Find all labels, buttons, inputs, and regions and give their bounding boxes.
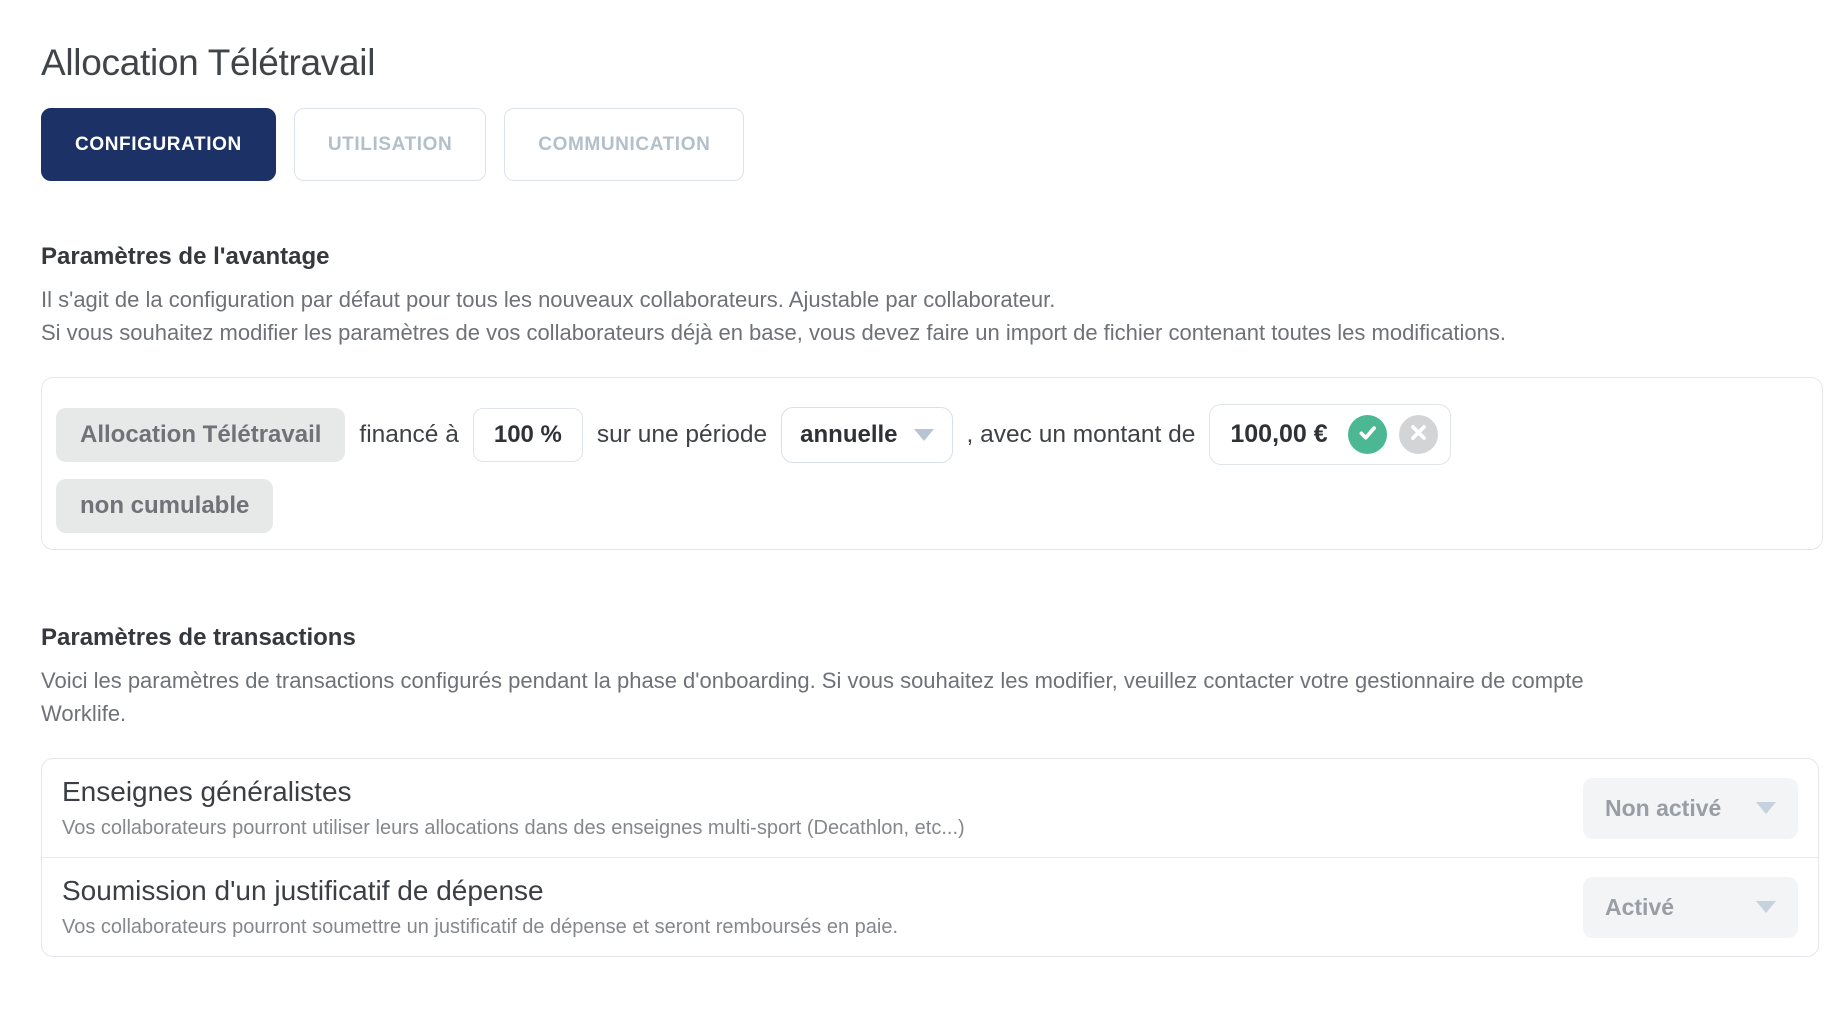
x-icon [1409,423,1428,447]
period-select[interactable] [781,407,952,463]
advantage-description-line-2: Si vous souhaitez modifier les paramètres de vos collaborateurs déjà en base, vous devez faire un import de fichier contenant toutes les modifications. [41,320,1507,345]
chevron-down-icon [914,429,934,441]
advantage-section-heading: Paramètres de l'avantage [41,243,330,270]
transaction-row-title: Soumission d'un justificatif de dépense [62,875,544,906]
transaction-row-text [62,875,898,939]
tab-bar [41,108,1830,181]
chevron-down-icon [1756,901,1776,913]
transaction-row-expense-receipt [42,857,1818,956]
expense-receipt-select[interactable] [1583,877,1798,938]
amount-input[interactable]: 100,00 € [1230,420,1328,448]
benefit-name-chip: Allocation Télétravail [56,408,345,462]
advantage-description-line-1: Il s'agit de la configuration par défaut pour tous les nouveaux collaborateurs. Ajustable par collaborateur. [41,287,1056,312]
chevron-down-icon [1756,802,1776,814]
cumulable-chip: non cumulable [56,479,273,533]
percent-input[interactable]: 100 % [473,408,583,462]
page-title: Allocation Télétravail [41,42,376,83]
expense-receipt-select-value: Activé [1605,893,1675,920]
transaction-row-generalist-brands [42,759,1818,857]
config-sentence-row [56,404,1804,465]
transactions-description-line-2: Worklife. [41,701,127,726]
tab-utilisation[interactable]: UTILISATION [294,108,486,181]
generalist-brands-select-value: Non activé [1605,794,1722,821]
transaction-row-text [62,776,965,840]
amount-label: , avec un montant de [966,420,1196,448]
confirm-button[interactable] [1348,415,1387,454]
tab-configuration[interactable]: CONFIGURATION [41,108,276,181]
generalist-brands-select[interactable] [1583,778,1798,839]
cancel-button[interactable] [1399,415,1438,454]
transaction-row-subtitle: Vos collaborateurs pourront utiliser leurs allocations dans des enseignes multi-sport (Decathlon, etc...) [62,817,965,839]
period-select-value: annuelle [800,420,898,448]
transactions-card [41,758,1819,957]
amount-input-group [1209,404,1450,465]
transaction-row-subtitle: Vos collaborateurs pourront soumettre un justificatif de dépense et seront remboursés en paie. [62,916,899,938]
tab-communication[interactable]: COMMUNICATION [504,108,744,181]
period-label: sur une période [596,420,768,448]
check-icon [1357,422,1378,448]
cumulable-row [56,479,1804,533]
transaction-row-title: Enseignes généralistes [62,776,352,807]
transactions-description-line-1: Voici les paramètres de transactions configurés pendant la phase d'onboarding. Si vous souhaitez les modifier, veuillez contacter votre gestionnaire de compte [41,668,1584,693]
transactions-section-heading: Paramètres de transactions [41,624,356,651]
advantage-config-card [41,377,1823,550]
financed-label: financé à [359,420,459,448]
